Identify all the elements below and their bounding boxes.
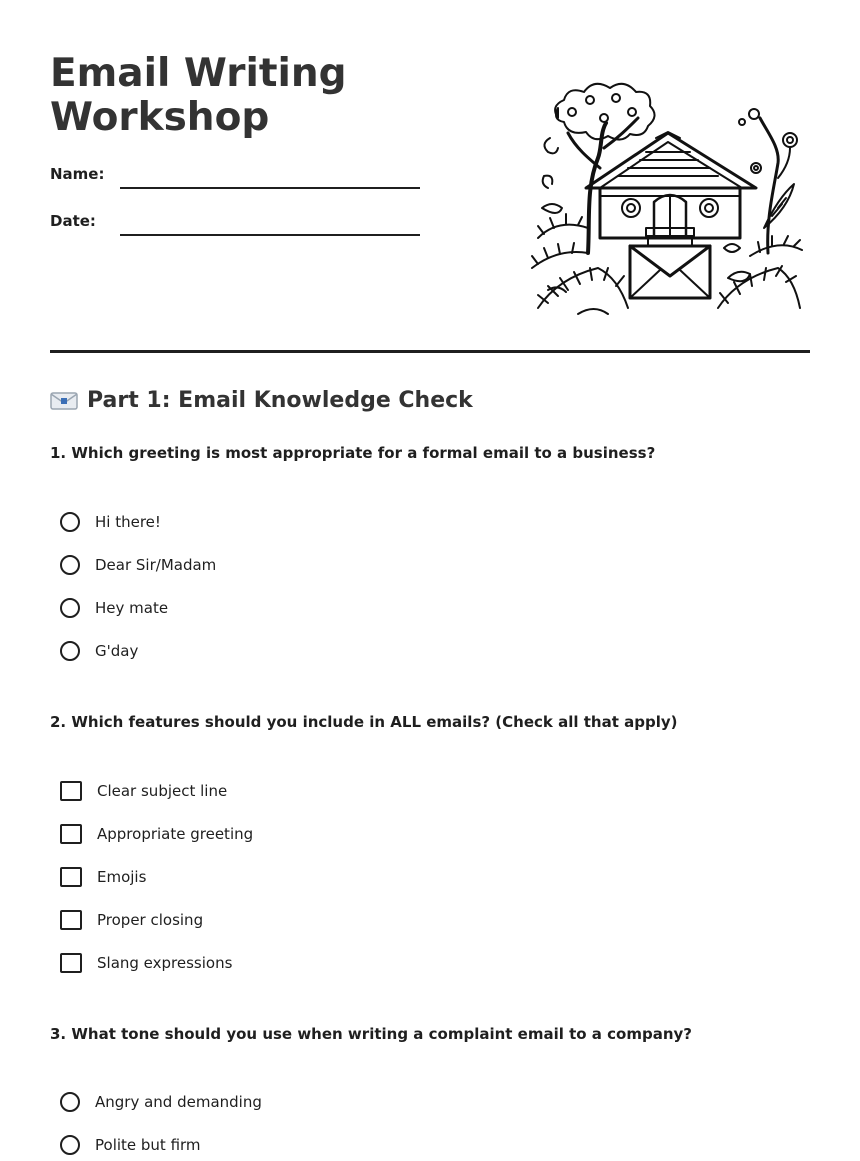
- radio-button[interactable]: [60, 1135, 80, 1155]
- checkbox[interactable]: [60, 953, 82, 973]
- radio-button[interactable]: [60, 641, 80, 661]
- question-3-text: 3. What tone should you use when writing a complaint email to a company?: [50, 1025, 692, 1043]
- radio-button[interactable]: [60, 598, 80, 618]
- header-divider: [50, 350, 810, 353]
- question-1-text: 1. Which greeting is most appropriate for a formal email to a business?: [50, 444, 656, 462]
- option-label: Emojis: [97, 868, 147, 886]
- q3-option-2[interactable]: [60, 1135, 201, 1155]
- title-line-2: Workshop: [50, 95, 270, 140]
- q2-option-2[interactable]: [60, 824, 253, 844]
- option-label: Proper closing: [97, 911, 204, 929]
- q2-option-3[interactable]: [60, 867, 146, 887]
- section-title-text: Part 1: Email Knowledge Check: [87, 388, 473, 413]
- worksheet-title: [50, 52, 347, 140]
- q1-option-1[interactable]: [60, 512, 161, 532]
- radio-button[interactable]: [60, 555, 80, 575]
- q3-option-1[interactable]: [60, 1092, 262, 1112]
- q2-option-1[interactable]: [60, 781, 227, 801]
- q1-option-4[interactable]: [60, 641, 138, 661]
- question-2-text: 2. Which features should you include in ALL emails? (Check all that apply): [50, 713, 678, 731]
- q1-option-3[interactable]: [60, 598, 168, 618]
- checkbox[interactable]: [60, 867, 82, 887]
- option-label: Appropriate greeting: [97, 825, 254, 843]
- title-line-1: Email Writing: [50, 51, 347, 96]
- option-label: Hi there!: [95, 513, 161, 531]
- option-label: Clear subject line: [97, 782, 228, 800]
- section-heading: [50, 388, 473, 413]
- option-label: G'day: [95, 642, 139, 660]
- radio-button[interactable]: [60, 512, 80, 532]
- checkbox[interactable]: [60, 824, 82, 844]
- option-label: Slang expressions: [97, 954, 233, 972]
- option-label: Polite but firm: [95, 1136, 201, 1154]
- name-label: Name:: [50, 165, 105, 183]
- checkbox[interactable]: [60, 781, 82, 801]
- date-label: Date:: [50, 212, 96, 230]
- option-label: Angry and demanding: [95, 1093, 262, 1111]
- radio-button[interactable]: [60, 1092, 80, 1112]
- q2-option-5[interactable]: [60, 953, 232, 973]
- date-input-line[interactable]: [120, 234, 420, 236]
- option-label: Dear Sir/Madam: [95, 556, 217, 574]
- house-envelope-illustration: [528, 78, 808, 323]
- envelope-emoji-icon: [50, 391, 78, 411]
- checkbox[interactable]: [60, 910, 82, 930]
- q1-option-2[interactable]: [60, 555, 216, 575]
- q2-option-4[interactable]: [60, 910, 203, 930]
- name-input-line[interactable]: [120, 187, 420, 189]
- option-label: Hey mate: [95, 599, 169, 617]
